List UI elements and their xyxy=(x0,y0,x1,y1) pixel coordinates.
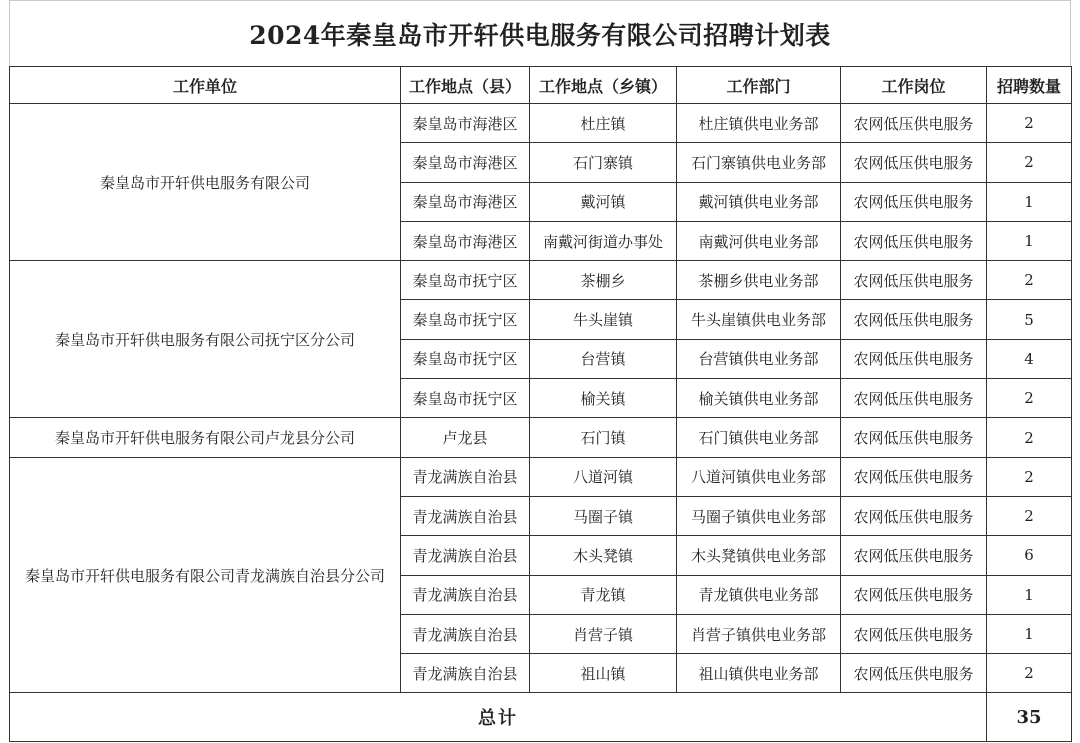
county-cell: 青龙满族自治县 xyxy=(401,536,530,575)
town-cell: 石门寨镇 xyxy=(530,143,677,182)
county-cell: 秦皇岛市海港区 xyxy=(401,143,530,182)
department-cell: 马圈子镇供电业务部 xyxy=(677,496,841,535)
county-cell: 卢龙县 xyxy=(401,418,530,457)
page-title: 2024年秦皇岛市开轩供电服务有限公司招聘计划表 xyxy=(9,0,1071,66)
count-cell: 2 xyxy=(987,496,1072,535)
header-county: 工作地点（县） xyxy=(401,67,530,104)
position-cell: 农网低压供电服务 xyxy=(841,261,987,300)
count-cell: 2 xyxy=(987,104,1072,143)
count-cell: 1 xyxy=(987,221,1072,260)
county-cell: 秦皇岛市海港区 xyxy=(401,182,530,221)
header-position: 工作岗位 xyxy=(841,67,987,104)
county-cell: 青龙满族自治县 xyxy=(401,614,530,653)
table-header-row xyxy=(10,67,1072,104)
count-cell: 2 xyxy=(987,143,1072,182)
total-value: 35 xyxy=(987,693,1072,742)
position-cell: 农网低压供电服务 xyxy=(841,418,987,457)
position-cell: 农网低压供电服务 xyxy=(841,575,987,614)
position-cell: 农网低压供电服务 xyxy=(841,536,987,575)
county-cell: 秦皇岛市抚宁区 xyxy=(401,339,530,378)
town-cell: 青龙镇 xyxy=(530,575,677,614)
count-cell: 2 xyxy=(987,379,1072,418)
county-cell: 青龙满族自治县 xyxy=(401,575,530,614)
position-cell: 农网低压供电服务 xyxy=(841,457,987,496)
count-cell: 2 xyxy=(987,418,1072,457)
unit-cell: 秦皇岛市开轩供电服务有限公司 xyxy=(10,104,401,261)
department-cell: 肖营子镇供电业务部 xyxy=(677,614,841,653)
position-cell: 农网低压供电服务 xyxy=(841,182,987,221)
unit-cell: 秦皇岛市开轩供电服务有限公司抚宁区分公司 xyxy=(10,261,401,418)
department-cell: 杜庄镇供电业务部 xyxy=(677,104,841,143)
department-cell: 青龙镇供电业务部 xyxy=(677,575,841,614)
department-cell: 牛头崖镇供电业务部 xyxy=(677,300,841,339)
county-cell: 秦皇岛市抚宁区 xyxy=(401,300,530,339)
header-count: 招聘数量 xyxy=(987,67,1072,104)
town-cell: 南戴河街道办事处 xyxy=(530,221,677,260)
department-cell: 八道河镇供电业务部 xyxy=(677,457,841,496)
town-cell: 祖山镇 xyxy=(530,654,677,693)
count-cell: 1 xyxy=(987,182,1072,221)
department-cell: 石门寨镇供电业务部 xyxy=(677,143,841,182)
recruitment-table xyxy=(9,66,1072,742)
table-row xyxy=(10,261,1072,300)
position-cell: 农网低压供电服务 xyxy=(841,379,987,418)
department-cell: 南戴河供电业务部 xyxy=(677,221,841,260)
town-cell: 马圈子镇 xyxy=(530,496,677,535)
count-cell: 6 xyxy=(987,536,1072,575)
position-cell: 农网低压供电服务 xyxy=(841,143,987,182)
table-row xyxy=(10,104,1072,143)
department-cell: 茶棚乡供电业务部 xyxy=(677,261,841,300)
county-cell: 秦皇岛市海港区 xyxy=(401,104,530,143)
department-cell: 榆关镇供电业务部 xyxy=(677,379,841,418)
recruitment-plan-sheet xyxy=(9,0,1071,743)
county-cell: 青龙满族自治县 xyxy=(401,654,530,693)
table-row xyxy=(10,418,1072,457)
position-cell: 农网低压供电服务 xyxy=(841,339,987,378)
town-cell: 茶棚乡 xyxy=(530,261,677,300)
unit-cell: 秦皇岛市开轩供电服务有限公司青龙满族自治县分公司 xyxy=(10,457,401,693)
position-cell: 农网低压供电服务 xyxy=(841,614,987,653)
count-cell: 5 xyxy=(987,300,1072,339)
town-cell: 牛头崖镇 xyxy=(530,300,677,339)
count-cell: 2 xyxy=(987,654,1072,693)
header-unit: 工作单位 xyxy=(10,67,401,104)
town-cell: 木头凳镇 xyxy=(530,536,677,575)
count-cell: 2 xyxy=(987,261,1072,300)
table-row xyxy=(10,457,1072,496)
town-cell: 台营镇 xyxy=(530,339,677,378)
town-cell: 戴河镇 xyxy=(530,182,677,221)
position-cell: 农网低压供电服务 xyxy=(841,300,987,339)
department-cell: 石门镇供电业务部 xyxy=(677,418,841,457)
department-cell: 祖山镇供电业务部 xyxy=(677,654,841,693)
town-cell: 杜庄镇 xyxy=(530,104,677,143)
position-cell: 农网低压供电服务 xyxy=(841,221,987,260)
count-cell: 2 xyxy=(987,457,1072,496)
department-cell: 台营镇供电业务部 xyxy=(677,339,841,378)
town-cell: 八道河镇 xyxy=(530,457,677,496)
department-cell: 戴河镇供电业务部 xyxy=(677,182,841,221)
position-cell: 农网低压供电服务 xyxy=(841,496,987,535)
town-cell: 榆关镇 xyxy=(530,379,677,418)
county-cell: 秦皇岛市海港区 xyxy=(401,221,530,260)
position-cell: 农网低压供电服务 xyxy=(841,104,987,143)
county-cell: 秦皇岛市抚宁区 xyxy=(401,261,530,300)
header-department: 工作部门 xyxy=(677,67,841,104)
county-cell: 青龙满族自治县 xyxy=(401,496,530,535)
header-town: 工作地点（乡镇） xyxy=(530,67,677,104)
count-cell: 1 xyxy=(987,575,1072,614)
town-cell: 肖营子镇 xyxy=(530,614,677,653)
count-cell: 4 xyxy=(987,339,1072,378)
total-label: 总计 xyxy=(10,693,987,742)
county-cell: 青龙满族自治县 xyxy=(401,457,530,496)
total-row xyxy=(10,693,1072,742)
unit-cell: 秦皇岛市开轩供电服务有限公司卢龙县分公司 xyxy=(10,418,401,457)
position-cell: 农网低压供电服务 xyxy=(841,654,987,693)
town-cell: 石门镇 xyxy=(530,418,677,457)
count-cell: 1 xyxy=(987,614,1072,653)
county-cell: 秦皇岛市抚宁区 xyxy=(401,379,530,418)
department-cell: 木头凳镇供电业务部 xyxy=(677,536,841,575)
